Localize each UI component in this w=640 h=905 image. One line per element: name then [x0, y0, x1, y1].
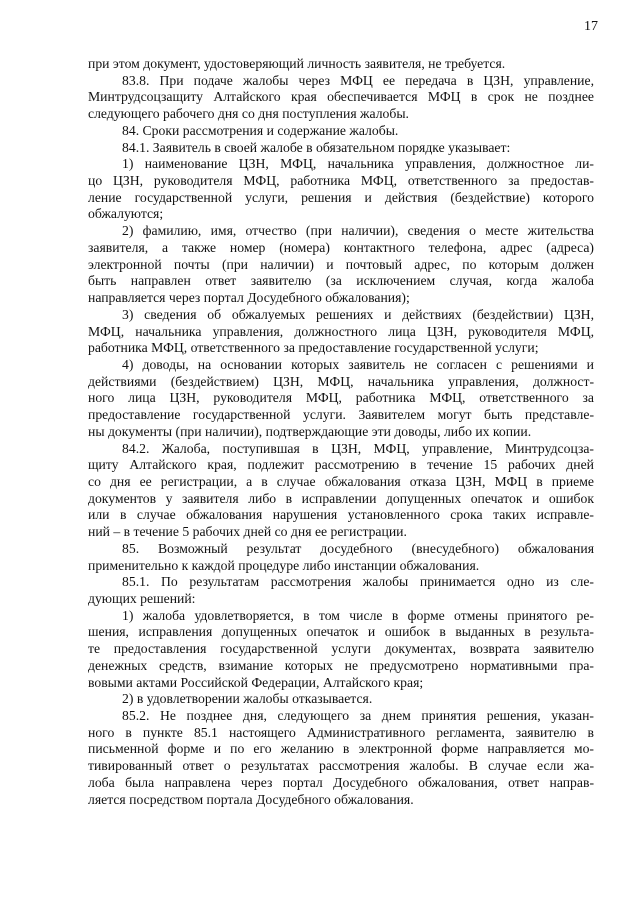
text-line: 2) фамилию, имя, отчество (при наличии), сведения о месте жительства	[122, 223, 594, 239]
text-line: документов у заявителя либо в исправлении допущенных опечаток и ошибок	[88, 490, 594, 506]
text-line: или в случае обжалования нарушения установленного срока таких исправле-	[88, 507, 594, 523]
text-line: со дня ее регистрации, а в случае обжалования отказа ЦЗН, МФЦ в приеме	[88, 473, 594, 489]
text-line: 85. Возможный результат досудебного (внесудебного) обжалования	[122, 540, 594, 556]
text-line: ний – в течение 5 рабочих дней со дня ее регистрации.	[88, 524, 407, 540]
text-line: работника МФЦ, ответственного за предоставление государственной услуги;	[88, 340, 539, 356]
text-line: вовыми актами Российской Федерации, Алтайского края;	[88, 674, 424, 690]
text-line: заявителя, а также номер (номера) контактного телефона, адрес (адреса)	[88, 239, 594, 255]
text-line: ного в пункте 85.1 настоящего Административного регламента, заявителю в	[88, 724, 594, 740]
text-line: направляется через портал Досудебного обжалования);	[88, 290, 410, 306]
text-line: 84.2. Жалоба, поступившая в ЦЗН, МФЦ, управление, Минтрудсоцза-	[122, 440, 594, 456]
text-line: тивированный ответ о результатах рассмотрения жалобы. В случае если жа-	[88, 758, 594, 774]
text-line: быть направлен ответ заявителю (за исключением случая, когда жалоба	[88, 273, 594, 289]
text-line: 1) наименование ЦЗН, МФЦ, начальника управления, должностное ли-	[122, 156, 594, 172]
text-line: 1) жалоба удовлетворяется, в том числе в форме отмены принятого ре-	[122, 607, 594, 623]
text-line: дующих решений:	[88, 591, 196, 606]
text-line: обжалуются;	[88, 206, 164, 222]
text-line: 85.1. По результатам рассмотрения жалобы принимается одно из сле-	[122, 574, 594, 590]
text-line: 2) в удовлетворении жалобы отказывается.	[122, 691, 373, 707]
text-line: письменной форме и по его желанию в электронной форме направляется мо-	[88, 741, 594, 757]
text-line: МФЦ, начальника управления, должностного лица ЦЗН, руководителя МФЦ,	[88, 323, 594, 339]
text-line: 84.1. Заявитель в своей жалобе в обязательном порядке указывает:	[122, 139, 511, 155]
text-line: 83.8. При подаче жалобы через МФЦ ее передача в ЦЗН, управление,	[122, 72, 594, 88]
text-line: ного лица ЦЗН, руководителя МФЦ, работника МФЦ, ответственного за	[88, 390, 594, 406]
text-line: электронной почты (при наличии) и почтовый адрес, по которым должен	[88, 256, 594, 272]
text-line: те предоставления государственной услуги документах, возврата заявителю	[88, 641, 594, 657]
document-body	[88, 56, 594, 808]
text-line: щиту Алтайского края, подлежит рассмотрению в течение 15 рабочих дней	[88, 457, 594, 473]
text-line: лоба была направлена через портал Досудебного обжалования, ответ направ-	[88, 774, 594, 790]
text-line: при этом документ, удостоверяющий личность заявителя, не требуется.	[88, 56, 506, 71]
text-line: Минтрудсоцзащиту Алтайского края обеспечивается МФЦ в срок не позднее	[88, 89, 594, 105]
text-line: 3) сведения об обжалуемых решениях и действиях (бездействии) ЦЗН,	[122, 306, 594, 322]
text-line: следующего рабочего дня со дня поступления жалобы.	[88, 106, 409, 122]
text-line: действиями (бездействием) ЦЗН, МФЦ, начальника управления, должност-	[88, 373, 594, 389]
text-line: цо ЦЗН, руководителя МФЦ, работника МФЦ, ответственного за предостав-	[88, 173, 594, 189]
text-line: денежных средств, взимание которых не предусмотрено нормативными пра-	[88, 657, 594, 673]
page-number: 17	[584, 19, 598, 34]
text-line: ление государственной услуги, решения и действия (бездействие) которого	[88, 189, 594, 205]
text-line: 85.2. Не позднее дня, следующего за днем принятия решения, указан-	[122, 708, 594, 724]
text-line: 84. Сроки рассмотрения и содержание жалобы.	[122, 122, 399, 138]
text-line: 4) доводы, на основании которых заявитель не согласен с решениями и	[122, 356, 594, 372]
text-line: применительно к каждой процедуре либо инстанции обжалования.	[88, 557, 480, 573]
text-line: шения, исправления допущенных опечаток и ошибок в выданных в результа-	[88, 624, 594, 640]
text-line: ляется посредством портала Досудебного обжалования.	[88, 791, 414, 807]
text-line: предоставление государственной услуги. Заявителем могут быть представле-	[88, 407, 594, 423]
text-line: ны документы (при наличии), подтверждающие эти доводы, либо их копии.	[88, 423, 532, 439]
